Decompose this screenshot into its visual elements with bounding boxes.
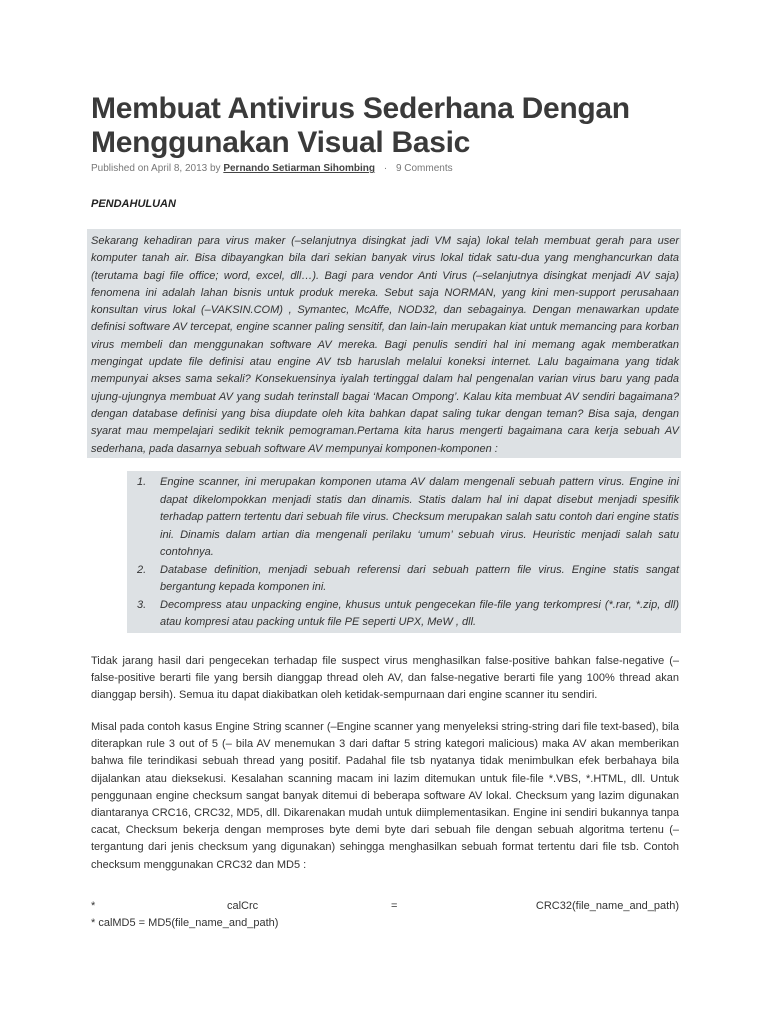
code-equals: = [391,900,398,912]
list-item [131,597,679,632]
intro-paragraph: Sekarang kehadiran para virus maker (–selanjutnya disingkat jadi VM saja) lokal telah membuat gerah para user komputer tanah air. Bisa dibayangkan bila dari sekian banyak virus lokal tidak satu-dua yang menghancurkan data (terutama bagi file office; word, excel, dll…). Bagi para vendor Anti Virus (–selanjutnya disingkat menjadi AV saja) fenomena ini adalah lahan bisnis untuk produk mereka. Sebut saja NORMAN, yang kini men-support perusahaan konsultan virus lokal (–VAKSIN.COM) , Symantec, McAffe, NOD32, dan sebagainya. Dengan menawarkan update definisi software AV tercepat, engine scanner paling sensitif, dan lain-lain merupakan kiat untuk memancing para korban virus membeli dan menggunakan software AV mereka. Bagi penulis sendiri hal ini memang agak memberatkan mengingat update file definisi atau engine AV tsb haruslah melalui koneksi internet. Lalu bagaimana yang tidak mempunyai akses sama sekali? Konsekuensinya iyalah tertinggal dalam hal pengenalan varian virus baru yang pada ujung-ujungnya membuat AV yang sudah terinstall bagai ‘Macan Ompong’. Kalau kita membuat AV sendiri bagaimana? dengan database definisi yang bisa diupdate oleh kita bahkan dapat saling tukar dengan teman? Bisa saja, dengan syarat mau mempelajari sedikit teknik pemograman.Pertama kita harus mengerti bagaimana cara kerja sebuah AV sederhana, pada dasarnya sebuah software AV mempunyai komponen-komponen : [91,235,679,455]
body-paragraph: Misal pada contoh kasus Engine String scanner (–Engine scanner yang menyeleksi string-string dari file text-based), bila diterapkan rule 3 out of 5 (– bila AV menemukan 3 dari daftar 5 string kategori malicious) maka AV akan memberikan bahwa file terindikasi sebuah thread yang positif. Padahal file tsb nyatanya tidak menimbulkan efek berbahaya bila dijalankan atau dieksekusi. Kesalahan scanning macam ini lazim ditemukan untuk file-file *.VBS, *.HTML, dll. Untuk penggunaan engine checksum sangat banyak ditemui di beberapa software AV lokal. Checksum yang lazim digunakan diantaranya CRC16, CRC32, MD5, dll. Dikarenakan mudah untuk diimplementasikan. Engine ini sendiri bukannya tanpa cacat, Checksum bekerja dengan memproses byte demi byte dari sebuah file dengan sebuah algoritma tertenu (– tergantung dari jenis checksum yang digunakan) sehingga menghasilkan sebuah format tertentu dari file tsb. Contoh checksum menggunakan CRC32 dan MD5 : [91,721,679,871]
published-date: Published on April 8, 2013 by [91,163,221,174]
meta-separator: · [383,163,388,174]
list-item-text: Decompress atau unpacking engine, khusus untuk pengecekan file-file yang terkompresi (*.rar, *.zip, dll) atau kompresi atau packing untuk file PE seperti UPX, MeW , dll. [160,598,679,628]
code-bullet: * [91,900,96,912]
article-title: Membuat Antivirus Sederhana Dengan Menggunakan Visual Basic [91,92,630,159]
list-number: 2. [137,563,147,576]
article-meta [91,163,453,174]
components-list [131,474,679,632]
list-number: 1. [137,476,147,488]
code-variable: calCrc [227,900,259,912]
list-number: 3. [137,598,147,611]
code-value: CRC32(file_name_and_path) [535,900,679,912]
body-paragraph: Tidak jarang hasil dari pengecekan terhadap file suspect virus menghasilkan false-positive bahkan false-negative (– false-positive berarti file yang bersih dianggap thread oleh AV, dan false-negative berarti file yang 100% thread akan dianggap bersih). Semua itu dapat diakibatkan oleh ketidak-sempurnaan dari engine scanner itu sendiri. [91,655,679,702]
code-line: * calMD5 = MD5(file_name_and_path) [91,917,279,929]
comments-link[interactable]: 9 Comments [395,163,453,174]
list-item [131,562,679,597]
list-item-text: Engine scanner, ini merupakan komponen utama AV dalam mengenali sebuah pattern virus. Engine ini dapat dikelompokkan menjadi statis dan dinamis. Statis dalam hal ini dapat disebut menjadi spesifik terhadap pattern tertentu dari sebuah file virus. Checksum merupakan salah satu contoh dari engine statis ini. Dinamis dalam artian dia mengenali perilaku ‘umum’ sebuah virus. Heuristic menjadi salah satu contohnya. [160,476,679,558]
section-heading: PENDAHULUAN [91,198,176,210]
list-item [131,474,679,562]
author-link[interactable]: Pernando Setiarman Sihombing [223,163,376,174]
list-item-text: Database definition, menjadi sebuah referensi dari sebuah pattern file virus. Engine statis sangat bergantung kepada komponen ini. [160,563,679,593]
